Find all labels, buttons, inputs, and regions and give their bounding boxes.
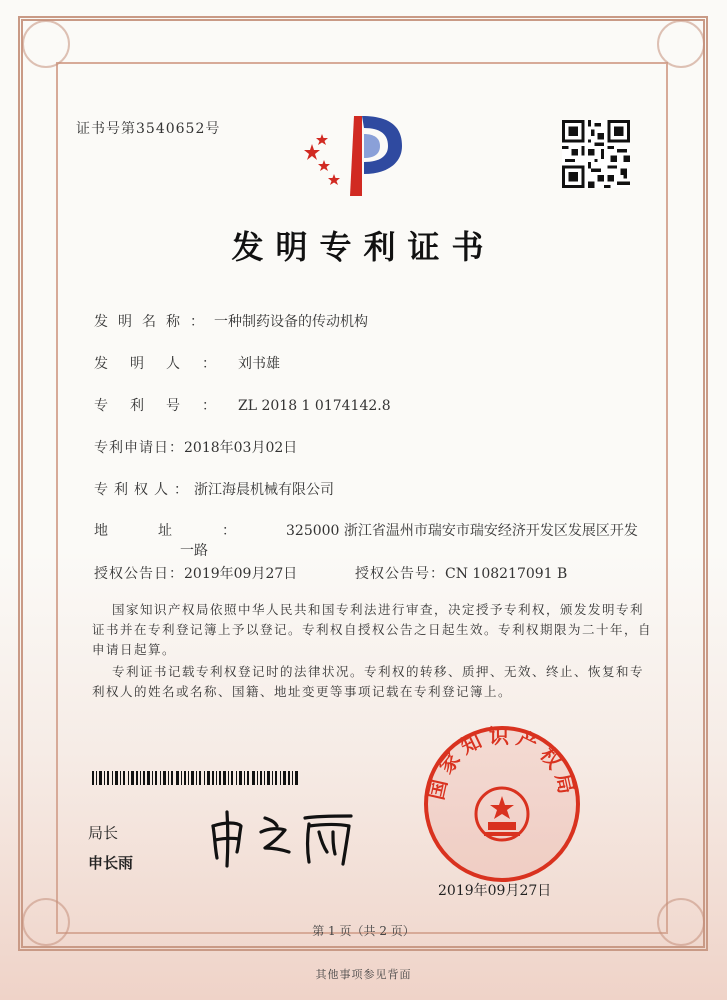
filing-date-value: 2018年03月02日	[184, 440, 298, 456]
body-line: 利权人的姓名或名称、国籍、地址变更等事项记载在专利登记簿上。	[92, 684, 513, 699]
body-line: 专利证书记载专利权登记时的法律状况。专利权的转移、质押、无效、终止、恢复和专	[112, 664, 645, 679]
address-line2: 一路	[180, 543, 208, 559]
body-line: 国家知识产权局依照中华人民共和国专利法进行审查，决定授予专利权，颁发发明专利	[112, 602, 645, 617]
inventor-value: 刘书雄	[238, 356, 280, 372]
invention-name-label: 发明名称：	[94, 314, 214, 330]
patentee-label: 专利权人：	[94, 482, 194, 498]
invention-name-row	[94, 311, 368, 331]
page-number: 第 1 页（共 2 页）	[312, 924, 415, 938]
grant-date-value: 2019年09月27日	[184, 566, 298, 582]
inventor-label: 发明人：	[94, 356, 238, 372]
grant-date-label: 授权公告日：	[94, 566, 184, 582]
chief-title: 局长	[88, 824, 119, 842]
patentee-row	[94, 479, 334, 499]
filing-date-row	[94, 437, 297, 457]
address-row	[94, 520, 638, 540]
svg-text:国家知识产权局: 国家知识产权局	[424, 724, 580, 802]
grant-number-label: 授权公告号：	[355, 566, 445, 582]
invention-name-value: 一种制药设备的传动机构	[214, 314, 368, 330]
seal-date: 2019年09月27日	[438, 883, 552, 899]
grant-date-row	[94, 563, 297, 583]
grant-number-row	[355, 563, 567, 583]
certificate-number: 证书号第3540652号	[76, 121, 221, 137]
patent-number-value: ZL 2018 1 0174142.8	[238, 398, 391, 414]
patentee-value: 浙江海晨机械有限公司	[194, 482, 334, 498]
corner-ornament	[22, 20, 70, 68]
inventor-row	[94, 353, 280, 373]
filing-date-label: 专利申请日：	[94, 440, 184, 456]
footer-note: 其他事项参见背面	[315, 968, 412, 981]
address-value-line1: 325000 浙江省温州市瑞安市瑞安经济开发区发展区开发	[286, 523, 638, 539]
chief-name: 申长雨	[88, 854, 134, 872]
body-line: 申请日起算。	[92, 642, 177, 657]
body-line: 证书并在专利登记簿上予以登记。专利权自授权公告之日起生效。专利权期限为二十年，自	[92, 622, 653, 637]
patent-office-logo	[302, 112, 410, 198]
grant-number-value: CN 108217091 B	[445, 566, 568, 582]
barcode	[92, 771, 300, 785]
patent-number-row	[94, 395, 391, 415]
handwritten-signature	[205, 808, 360, 868]
corner-ornament	[657, 20, 705, 68]
official-seal	[422, 724, 582, 884]
address-label: 地址：	[94, 523, 286, 539]
patent-number-label: 专利号：	[94, 398, 238, 414]
qr-code	[562, 120, 630, 188]
certificate-title: 发明专利证书	[231, 228, 496, 266]
